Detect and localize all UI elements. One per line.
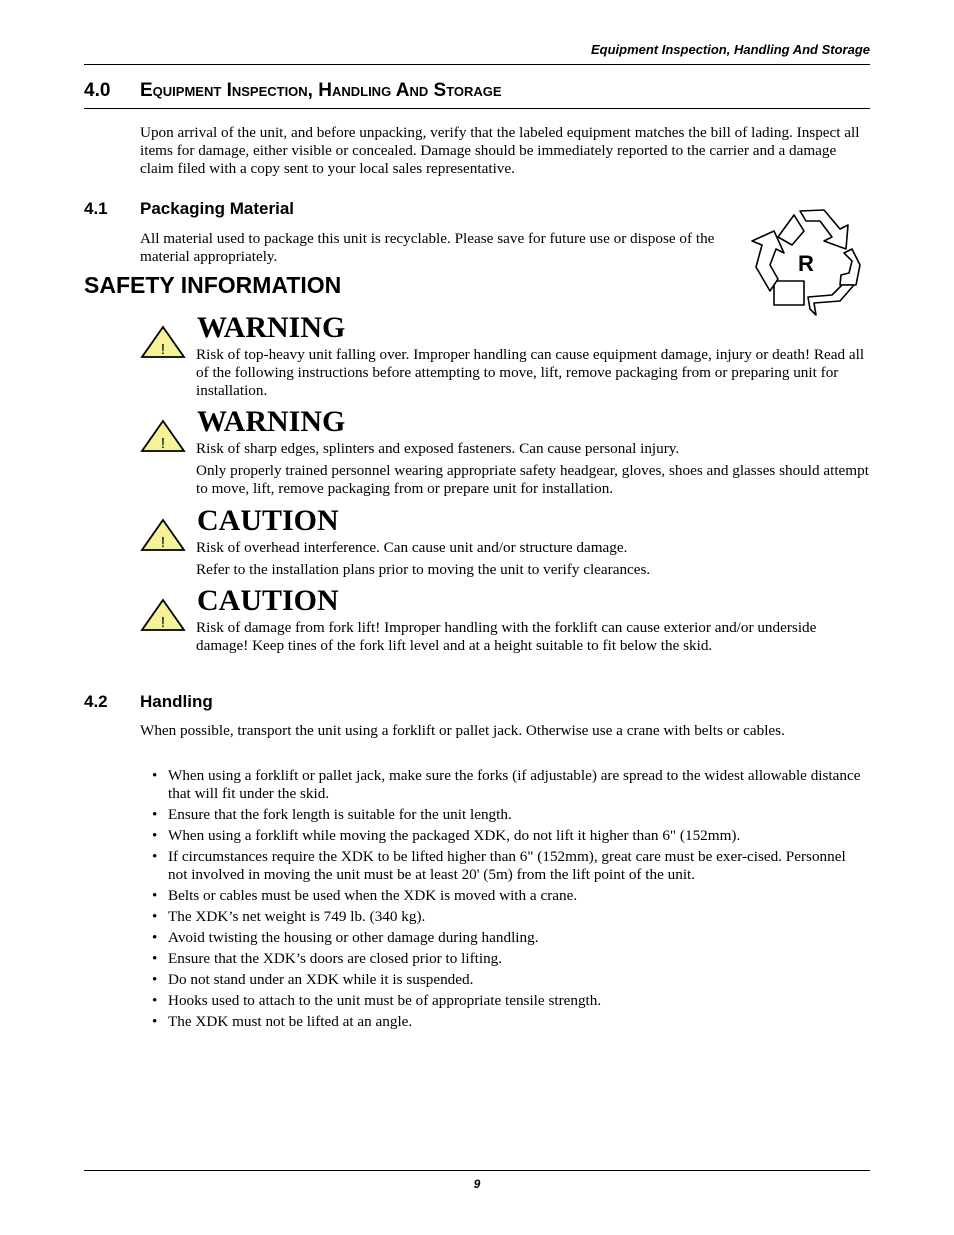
notice-title: CAUTION	[197, 584, 339, 617]
handling-heading	[84, 692, 213, 712]
section-rule	[84, 108, 870, 109]
handling-bullet-list	[152, 767, 868, 1034]
notice-paragraph: Only properly trained personnel wearing appropriate safety headgear, gloves, shoes and glasses should attempt to move, lift, remove packaging from or prepare unit for installation.	[196, 462, 869, 497]
notice-paragraph: Refer to the installation plans prior to moving the unit to verify clearances.	[196, 561, 651, 578]
list-item: • The XDK must not be lifted at an angle.	[152, 1013, 413, 1030]
notice-body	[196, 539, 870, 583]
list-item: • Belts or cables must be used when the XDK is moved with a crane.	[152, 887, 578, 904]
handling-title: Handling	[140, 692, 213, 711]
list-item: • Do not stand under an XDK while it is suspended.	[152, 971, 474, 988]
warning-triangle-icon	[140, 598, 186, 632]
section-number: 4.0	[84, 80, 111, 101]
bullet-icon: •	[152, 827, 158, 844]
svg-text:!: !	[160, 614, 166, 631]
notice-title: WARNING	[197, 311, 346, 344]
packaging-text: All material used to package this unit is recyclable. Please save for future use or dispose of the material appropriately.	[140, 230, 715, 265]
section-intro: Upon arrival of the unit, and before unpacking, verify that the labeled equipment matches the bill of lading. Inspect all items for damage, either visible or concealed. Damage should be immediately reported to the carrier and a damage claim filed with a copy sent to your local sales representative.	[140, 124, 860, 177]
list-item: • When using a forklift or pallet jack, make sure the forks (if adjustable) are spread to the widest allowable distance that will fit under the skid.	[152, 767, 861, 802]
list-item: • Avoid twisting the housing or other damage during handling.	[152, 929, 539, 946]
notice-paragraph: Risk of damage from fork lift! Improper handling with the forklift can cause exterior and/or underside damage! Keep tines of the fork lift level and at a height suitable to fit below the skid.	[196, 619, 817, 654]
warning-triangle-icon	[140, 419, 186, 453]
svg-text:!: !	[160, 435, 166, 452]
running-header: Equipment Inspection, Handling And Storage	[590, 42, 870, 57]
bullet-icon: •	[152, 848, 158, 865]
safety-title: SAFETY INFORMATION	[84, 272, 342, 298]
notice-paragraph: Risk of sharp edges, splinters and exposed fasteners. Can cause personal injury.	[196, 440, 680, 457]
bullet-icon: •	[152, 971, 158, 988]
bullet-icon: •	[152, 887, 158, 904]
list-item: • When using a forklift while moving the packaged XDK, do not lift it higher than 6" (152mm).	[152, 827, 741, 844]
list-item: • If circumstances require the XDK to be lifted higher than 6" (152mm), great care must be exer-cised. Personnel not involved in moving the unit must be at least 20' (5m) from the lift point of the unit.	[152, 848, 846, 883]
handling-intro: When possible, transport the unit using a forklift or pallet jack. Otherwise use a crane with belts or cables.	[140, 722, 785, 739]
svg-text:!: !	[160, 534, 166, 551]
bullet-icon: •	[152, 1013, 158, 1030]
warning-triangle-icon	[140, 518, 186, 552]
notice-body	[196, 619, 870, 659]
header-rule	[84, 64, 870, 65]
bullet-icon: •	[152, 908, 158, 925]
notice-title: CAUTION	[197, 504, 339, 537]
list-item: • The XDK’s net weight is 749 lb. (340 kg).	[152, 908, 426, 925]
notice-title: WARNING	[197, 405, 346, 438]
list-item: • Ensure that the fork length is suitable for the unit length.	[152, 806, 512, 823]
bullet-icon: •	[152, 950, 158, 967]
notice-paragraph: Risk of top-heavy unit falling over. Improper handling can cause equipment damage, injury or death! Read all of the following instructions before attempting to move, lift, remove packaging from or preparing unit for installation.	[196, 346, 865, 399]
svg-text:!: !	[160, 341, 166, 358]
list-item: • Ensure that the XDK’s doors are closed prior to lifting.	[152, 950, 503, 967]
packaging-heading	[84, 199, 294, 219]
recycle-letter: R	[798, 251, 814, 276]
notice-paragraph: Risk of overhead interference. Can cause unit and/or structure damage.	[196, 539, 628, 556]
handling-number: 4.2	[84, 692, 108, 711]
recycle-icon	[744, 205, 862, 323]
bullet-icon: •	[152, 806, 158, 823]
bullet-icon: •	[152, 929, 158, 946]
notice-body	[196, 346, 870, 404]
list-item: • Hooks used to attach to the unit must be of appropriate tensile strength.	[152, 992, 602, 1009]
section-title	[84, 80, 870, 102]
warning-triangle-icon	[140, 325, 186, 359]
notice-body	[196, 440, 870, 502]
packaging-number: 4.1	[84, 199, 108, 218]
page-number: 9	[473, 1177, 481, 1191]
section-title-text: Equipment Inspection, Handling And Storage	[140, 80, 502, 101]
bullet-icon: •	[152, 767, 158, 784]
packaging-title: Packaging Material	[140, 199, 295, 218]
bullet-icon: •	[152, 992, 158, 1009]
footer-rule	[84, 1170, 870, 1171]
